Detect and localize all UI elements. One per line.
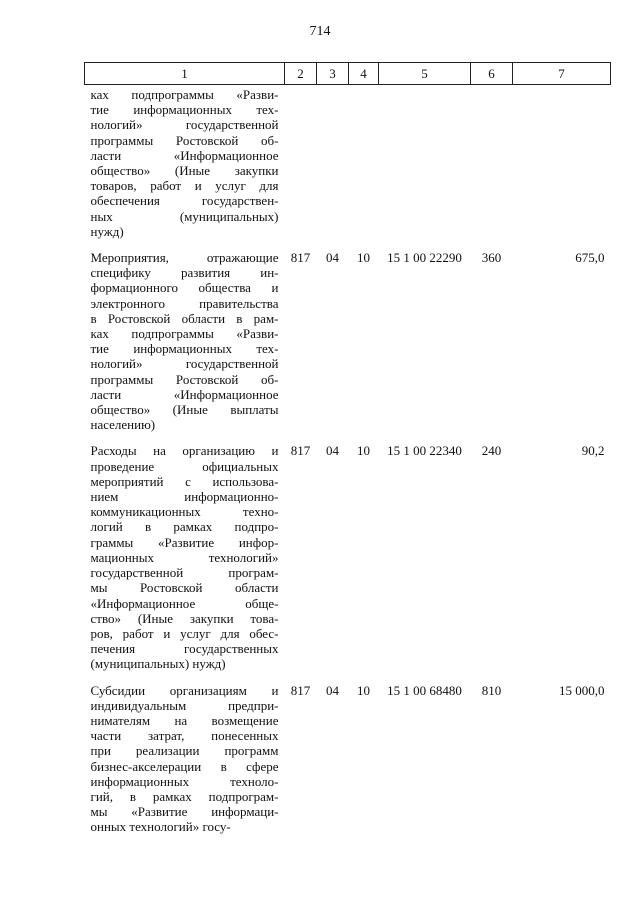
description-line: электронного правительства <box>90 295 279 311</box>
row-description <box>85 239 285 432</box>
description-line: части затрат, понесенных <box>90 728 279 744</box>
table-row <box>85 672 611 835</box>
amount-value: 675,0 <box>575 250 605 266</box>
description-line: граммы «Развитие инфор- <box>90 534 279 550</box>
description-line: специфику развития ин- <box>90 265 279 281</box>
header-row <box>85 63 611 85</box>
description-line: программы Ростовской об- <box>90 371 279 387</box>
ministry-code: 817 <box>290 682 311 698</box>
description-line: проведение официальных <box>90 458 279 474</box>
description-line: (муниципальных) нужд) <box>90 656 226 672</box>
description-line: ках подпрограммы «Разви- <box>90 326 279 342</box>
description-line: «Информационное обще- <box>90 595 279 611</box>
header-col-2: 2 <box>285 63 317 85</box>
description-line: товаров, работ и услуг для <box>90 178 279 194</box>
header-col-6: 6 <box>471 63 513 85</box>
row-description <box>85 672 285 835</box>
expense-type-code: 810 <box>481 682 502 698</box>
page-number: 714 <box>309 24 331 39</box>
description-line: информационных техноло- <box>90 773 279 789</box>
subsection-code: 10 <box>357 250 370 266</box>
description-line: нужд) <box>90 223 124 239</box>
target-article-code: 15 1 00 68480 <box>387 682 462 698</box>
subsection-code: 10 <box>357 682 370 698</box>
description-line: общество» (Иные закупки <box>90 163 279 179</box>
description-line: тие информационных тех- <box>90 341 279 357</box>
description-line: обеспечения государствен- <box>90 193 279 209</box>
description-line: программы Ростовской об- <box>90 132 279 148</box>
description-line: нологий» государственной <box>90 117 279 133</box>
description-line: ласти «Информационное <box>90 386 279 402</box>
subsection-code <box>349 85 379 240</box>
header-col-3: 3 <box>317 63 349 85</box>
row-description <box>85 432 285 671</box>
amount-value <box>513 85 611 240</box>
description-line: населению) <box>90 417 156 433</box>
description-line: бизнес-акселерации в сфере <box>90 758 279 774</box>
description-line: гий, в рамках подпрограм- <box>90 788 279 804</box>
header-col-5: 5 <box>379 63 471 85</box>
amount-value: 15 000,0 <box>559 682 605 698</box>
description-line: онных технологий» госу- <box>90 819 231 835</box>
description-line: мационных технологий» <box>90 549 279 565</box>
expense-type-code <box>471 85 513 240</box>
header-col-4: 4 <box>349 63 379 85</box>
section-code: 04 <box>326 250 339 266</box>
table-row <box>85 85 611 240</box>
description-line: мероприятий с использова- <box>90 473 279 489</box>
description-line: коммуникационных техно- <box>90 504 279 520</box>
description-line: тие информационных тех- <box>90 102 279 118</box>
row-description <box>85 85 285 240</box>
description-line: Субсидии организациям и <box>90 682 279 698</box>
ministry-code: 817 <box>290 443 311 459</box>
description-line: нием информационно- <box>90 489 279 505</box>
description-line: при реализации программ <box>90 743 279 759</box>
target-article-code: 15 1 00 22340 <box>387 443 462 459</box>
description-line: печения государственных <box>90 641 279 657</box>
description-line: мы Ростовской области <box>90 580 279 596</box>
description-line: мы «Развитие информаци- <box>90 804 279 820</box>
expense-type-code: 240 <box>481 443 502 459</box>
description-line: формационного общества и <box>90 280 279 296</box>
ministry-code <box>285 85 317 240</box>
description-line: ство» (Иные закупки това- <box>90 610 279 626</box>
target-article-code <box>379 85 471 240</box>
description-line: индивидуальным предпри- <box>90 697 279 713</box>
description-line: Мероприятия, отражающие <box>90 250 279 266</box>
description-line: логий в рамках подпро- <box>90 519 279 535</box>
amount-value: 90,2 <box>581 443 605 459</box>
description-line: нологий» государственной <box>90 356 279 372</box>
target-article-code: 15 1 00 22290 <box>387 250 462 266</box>
ministry-code: 817 <box>290 250 311 266</box>
section-code: 04 <box>326 682 339 698</box>
description-line: ных (муниципальных) <box>90 208 279 224</box>
section-code <box>317 85 349 240</box>
description-line: Расходы на организацию и <box>90 443 279 459</box>
section-code: 04 <box>326 443 339 459</box>
description-line: нимателям на возмещение <box>90 712 279 728</box>
description-line: ласти «Информационное <box>90 147 279 163</box>
table-row <box>85 239 611 432</box>
header-col-7: 7 <box>513 63 611 85</box>
description-line: ров, работ и услуг для обес- <box>90 625 279 641</box>
budget-table <box>84 62 611 835</box>
description-line: ках подпрограммы «Разви- <box>90 87 279 102</box>
description-line: общество» (Иные выплаты <box>90 402 279 418</box>
description-line: государственной програм- <box>90 565 279 581</box>
table-row <box>85 432 611 671</box>
subsection-code: 10 <box>357 443 370 459</box>
description-line: в Ростовской области в рам- <box>90 310 279 326</box>
header-col-1: 1 <box>85 63 285 85</box>
expense-type-code: 360 <box>481 250 502 266</box>
